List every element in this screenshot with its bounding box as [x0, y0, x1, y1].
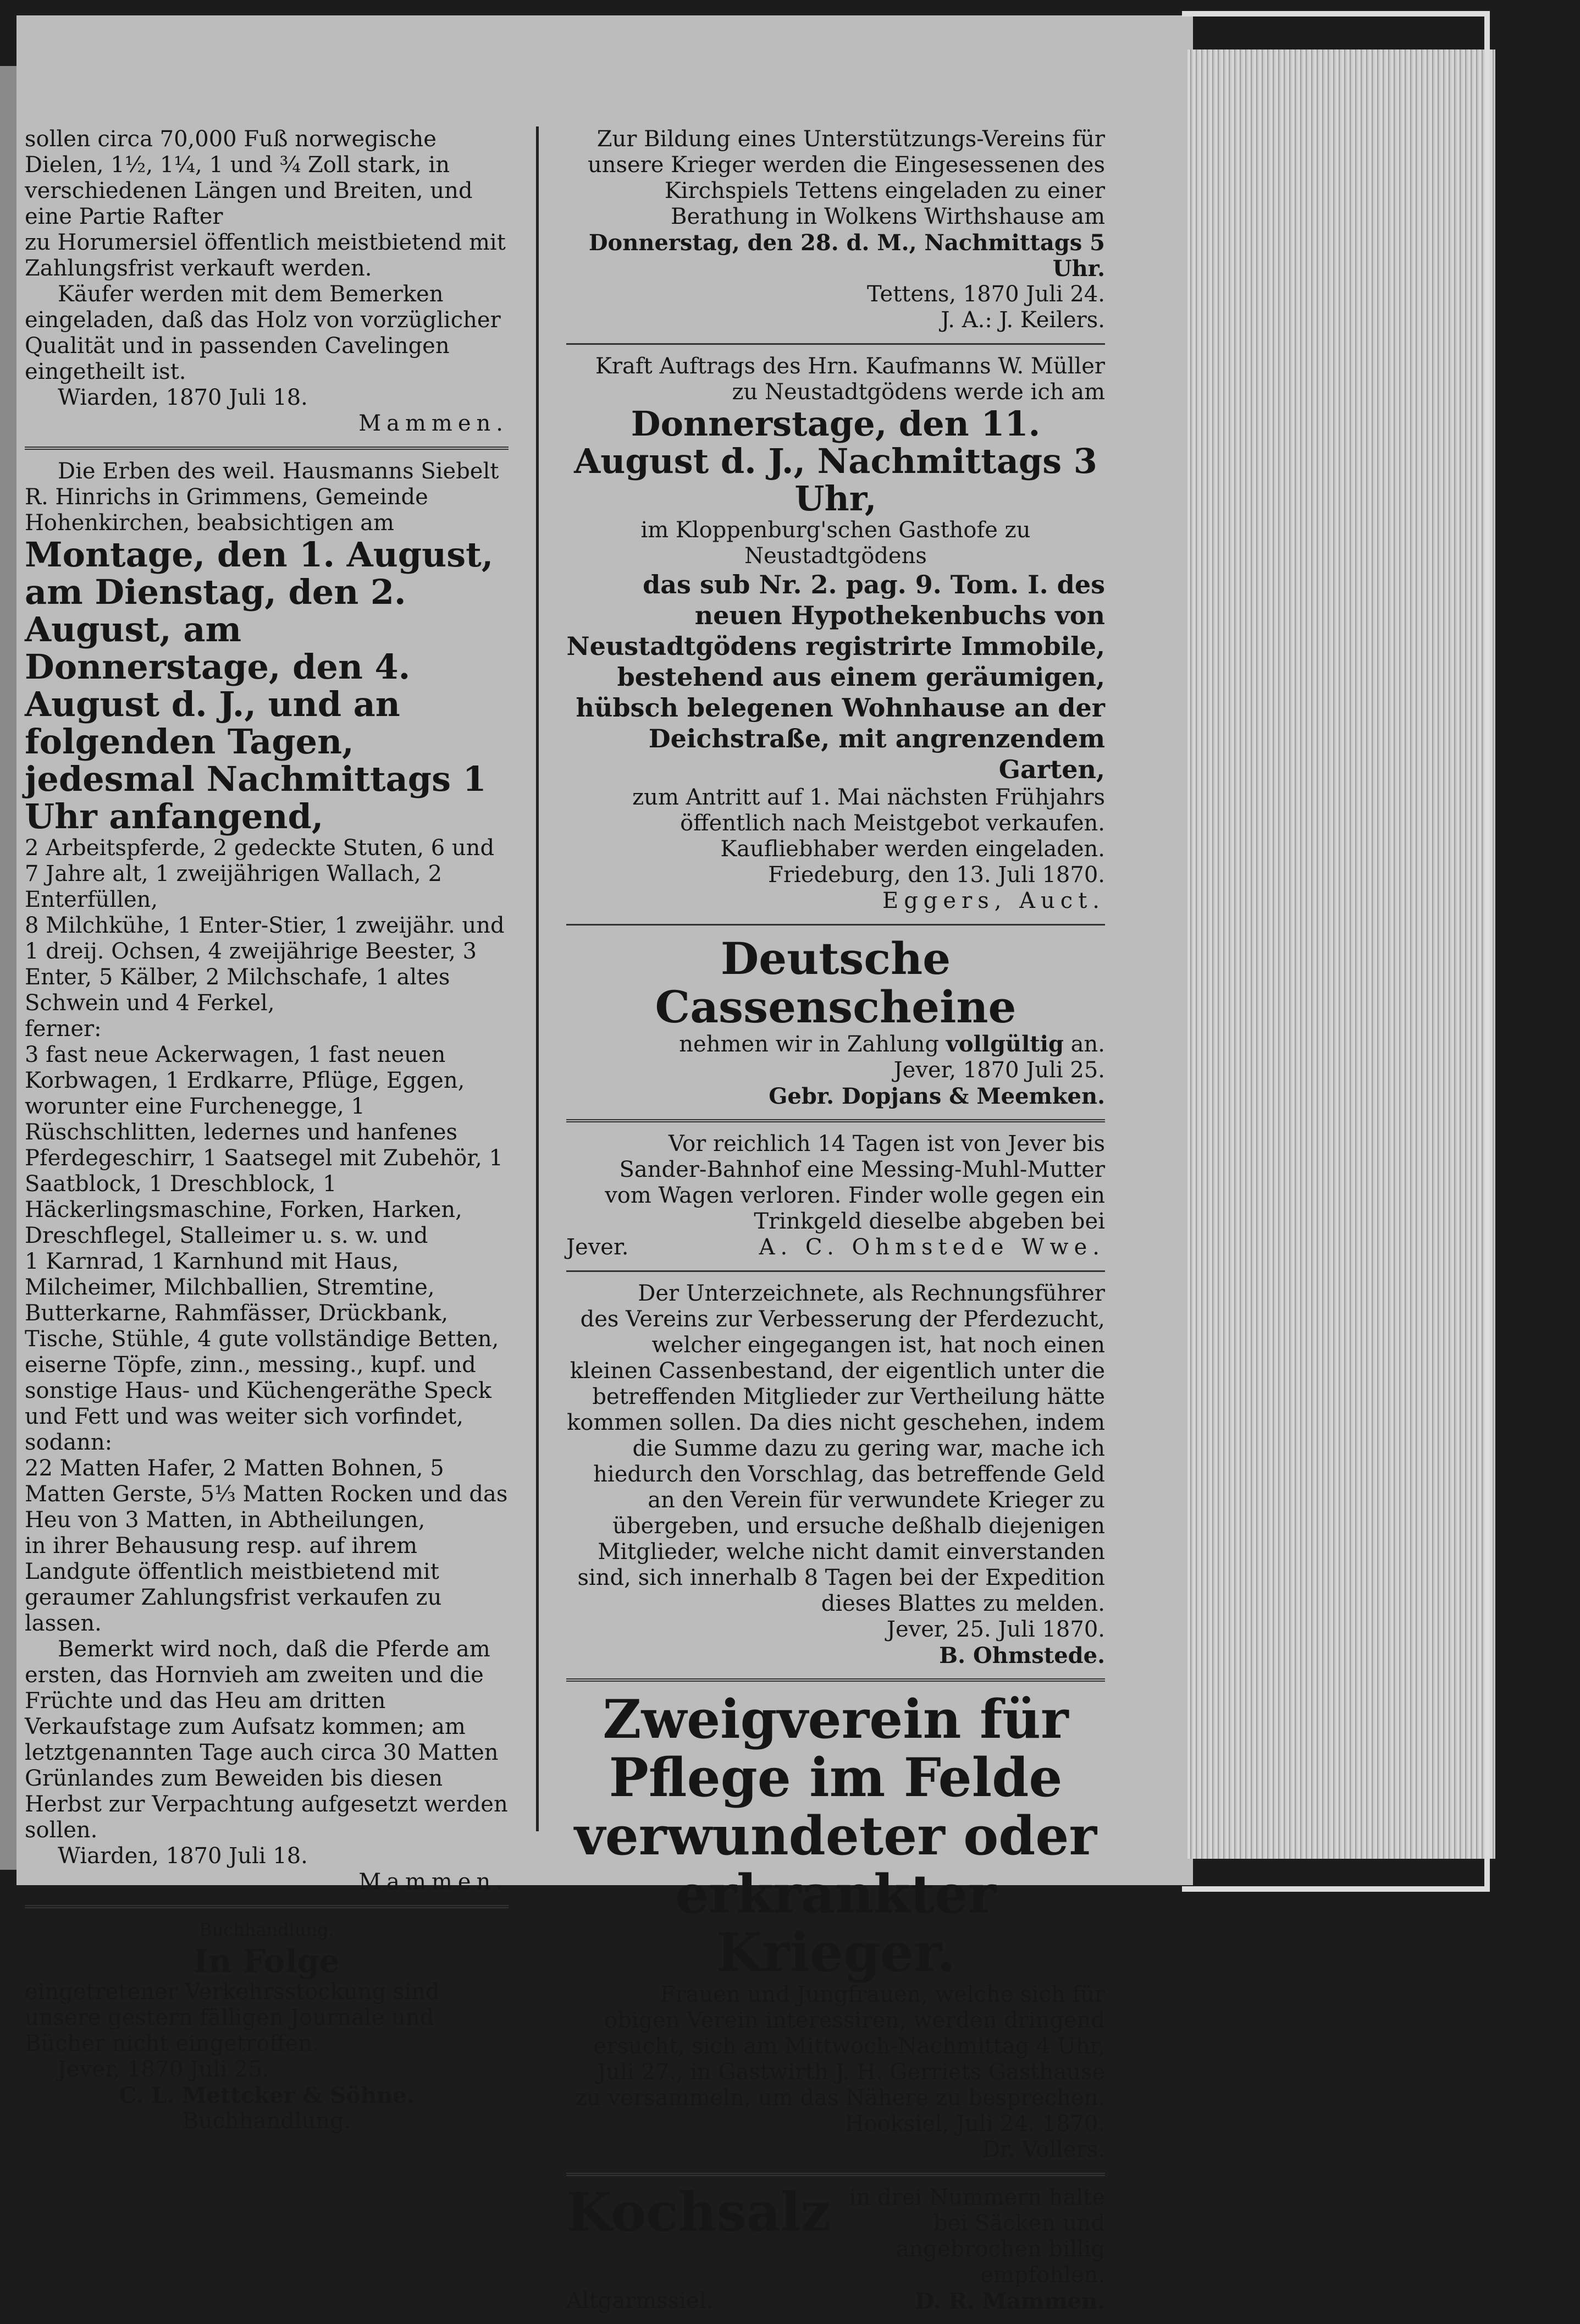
item-list: ferner:: [25, 1016, 102, 1042]
book-cover: [1182, 11, 1490, 1892]
ad-heading: In Folge: [194, 1942, 340, 1980]
support-association-ad: [566, 126, 1105, 333]
divider: [566, 1270, 1105, 1272]
auction-place: im Kloppenburg'schen Gasthofe zu Neustadtgödens: [640, 517, 1031, 569]
signature: Mammen.: [358, 411, 509, 436]
ad-text: an.: [1070, 1032, 1105, 1057]
ad-text: nehmen wir in Zahlung: [679, 1032, 940, 1057]
signature: Eggers, Auct.: [882, 888, 1105, 913]
signature: Dr. Vollers.: [982, 2137, 1105, 2162]
ad-text: Der Unterzeichnete, als Rechnungsführer des Vereins zur Verbesserung der Pferdezucht, welcher eingegangen ist, hat noch einen kleinen Cassenbestand, der eigentlich unter die betreffenden Mitglieder zur Vertheilung hätte kommen sollen. Da dies nicht geschehen, indem die Summe dazu zu gering war, mache ich hiedurch den Vorschlag, das betreffende Geld an den Verein für verwundete Krieger zu übergeben, und ersuche deßhalb diejenigen Mitglieder, welche nicht damit einverstanden sind, sich innerhalb 8 Tagen bei der Expedition dieses Blattes zu melden.: [567, 1281, 1105, 1616]
ad-text: Kaufliebhaber werden eingeladen.: [720, 836, 1105, 862]
ad-headline: Kochsalz: [566, 2181, 831, 2243]
item-list: 22 Matten Hafer, 2 Matten Bohnen, 5 Matten Gerste, 5⅓ Matten Rocken und das Heu von 3 Matten, in Abtheilungen,: [25, 1456, 508, 1533]
place-date: Hooksiel, Juli 24. 1870.: [844, 2111, 1105, 2136]
meeting-date: Donnerstag, den 28. d. M., Nachmittags 5 Uhr.: [588, 230, 1105, 282]
property-auction-ad: [566, 354, 1105, 914]
right-column: [566, 126, 1105, 2324]
item-list: 3 fast neue Ackerwagen, 1 fast neuen Korbwagen, 1 Erdkarre, Pflüge, Eggen, worunter eine Furchenegge, 1 Rüschschlitten, ledernes und hanfenes Pferdegeschirr, 1 Saatsegel mit Zubehör, 1 Saatblock, 1 Dreschblock, 1 Häckerlingsmaschine, Forken, Harken, Dreschflegel, Stalleimer u. s. w. und: [25, 1042, 503, 1248]
ad-text: eingetretener Verkehrsstockung sind unsere gestern fälligen Journale und Bücher nicht eingetroffen.: [25, 1979, 440, 2056]
ad-headline: Deutsche Cassenscheine: [655, 933, 1016, 1033]
signature: D. R. Mammen.: [915, 2288, 1105, 2314]
signature-line2: Buchhandlung.: [182, 2108, 351, 2134]
ad-text: sollen circa 70,000 Fuß norwegische Dielen, 1½, 1¼, 1 und ¾ Zoll stark, in verschiedenen Längen und Breiten, und eine Partie Rafter: [25, 126, 473, 229]
place-date: Tettens, 1870 Juli 24.: [866, 282, 1105, 307]
item-list: in ihrer Behausung resp. auf ihrem Landgute öffentlich meistbietend mit geraumer Zahlungsfrist verkaufen zu lassen.: [25, 1533, 442, 1636]
place-date: Jever, 25. Juli 1870.: [886, 1617, 1105, 1642]
estate-auction-ad: [25, 459, 509, 1895]
bookshop-notice-ad: [25, 1917, 509, 2134]
wounded-soldiers-ad: [566, 1690, 1105, 2163]
divider: [566, 343, 1105, 345]
item-list: 1 Karnrad, 1 Karnhund mit Haus, Milcheimer, Milchballien, Stremtine, Butterkarne, Rahmfässer, Drückbank, Tische, Stühle, 4 gute vollständige Betten, eiserne Töpfe, zinn., messing., kupf. und sonstige Haus- und Küchengeräthe Speck und Fett und was weiter sich vorfindet,: [25, 1249, 499, 1429]
property-description: das sub Nr. 2. pag. 9. Tom. I. des neuen Hypothekenbuchs von Neustadtgödens registrirte Immobile, bestehend aus einem geräumigen, hübsch belegenen Wohnhause an der Deichstraße, mit angrenzendem Garten,: [566, 570, 1105, 784]
place-date: Friedeburg, den 13. Juli 1870.: [768, 862, 1105, 888]
ad-text: in drei Nummern halte bei Säcken und angebrochen billig empfohlen.: [849, 2185, 1105, 2288]
signature: J. A.: J. Keilers.: [941, 307, 1105, 333]
ad-headline: Zweigverein für Pflege im Felde verwundeter oder erkrankter Krieger.: [574, 1688, 1097, 1984]
timber-sale-ad: [25, 126, 509, 437]
salt-ad: [566, 2181, 1105, 2314]
ad-intro: Die Erben des weil. Hausmanns Siebelt R. Hinrichs in Grimmens, Gemeinde Hohenkirchen, beabsichtigen am: [25, 459, 499, 536]
place-date: Jever, 1870 Juli 25.: [893, 1058, 1105, 1083]
divider: [566, 1678, 1105, 1682]
ad-text: Zur Bildung eines Unterstützungs-Vereins für unsere Krieger werden die Eingesessenen des Kirchspiels Tettens eingeladen zu einer Berathung in Wolkens Wirthshause am: [587, 126, 1105, 229]
signature: Gebr. Dopjans & Meemken.: [769, 1083, 1105, 1109]
place-date: Wiarden, 1870 Juli 18.: [58, 385, 308, 410]
auction-dates: Montage, den 1. August, am Dienstag, den 2. August, am Donnerstage, den 4. August d. J., und an folgenden Tagen, jedesmal Nachmittags 1 Uhr anfangend,: [25, 535, 494, 836]
auction-date: Donnerstage, den 11. August d. J., Nachmittags 3 Uhr,: [574, 404, 1097, 519]
ad-intro: Kraft Auftrags des Hrn. Kaufmanns W. Müller zu Neustadtgödens werde ich am: [595, 354, 1105, 405]
ad-text: Vor reichlich 14 Tagen ist von Jever bis Sander-Bahnhof eine Messing-Muhl-Mutter vom Wagen verloren. Finder wolle gegen ein Trinkgeld dieselbe abgeben bei: [605, 1131, 1105, 1234]
left-column: [25, 126, 509, 2144]
item-list: Bemerkt wird noch, daß die Pferde am ersten, das Hornvieh am zweiten und die Früchte und das Heu am dritten Verkaufstage zum Aufsatz kommen; am letztgenannten Tage auch circa 30 Matten Grünlandes zum Beweiden bis diesen Herbst zur Verpachtung aufgesetzt werden sollen.: [25, 1637, 508, 1843]
place-date: Jever, 1870 Juli 25.: [58, 2057, 269, 2082]
ad-text-bold: vollgültig: [946, 1031, 1064, 1057]
ad-text: zum Antritt auf 1. Mai nächsten Frühjahrs öffentlich nach Meistgebot verkaufen.: [632, 785, 1105, 836]
divider: [566, 2173, 1105, 2176]
column-divider: [536, 126, 539, 1831]
lost-item-ad: [566, 1131, 1105, 1260]
ad-kicker: Buchhandlung.: [199, 1919, 334, 1940]
currency-notes-ad: [566, 934, 1105, 1109]
divider: [566, 924, 1105, 926]
signature: C. L. Mettcker & Söhne.: [119, 2083, 415, 2108]
ad-text: zu Horumersiel öffentlich meistbietend mit Zahlungsfrist verkauft werden.: [25, 230, 506, 281]
horse-breeding-fund-ad: [566, 1281, 1105, 1668]
item-list: sodann:: [25, 1430, 113, 1455]
divider: [566, 1119, 1105, 1122]
signature: A. C. Ohmstede Wwe.: [759, 1235, 1105, 1260]
divider: [25, 1905, 509, 1908]
place: Jever.: [566, 1235, 629, 1260]
item-list: 2 Arbeitspferde, 2 gedeckte Stuten, 6 und 7 Jahre alt, 1 zweijährigen Wallach, 2 Enterfüllen,: [25, 835, 495, 912]
ad-text: Käufer werden mit dem Bemerken eingeladen, daß das Holz von vorzüglicher Qualität und in passenden Cavelingen eingetheilt ist.: [25, 282, 501, 384]
ad-text: Frauen und Jungfrauen, welche sich für obigen Verein interessiren, werden dringend ersucht, sich am Mittwoch-Nachmittag 4 Uhr, Juli 27., in Gastwirth J. H. Gerriets Gasthause zu versammeln, um das Nähere zu besprechen.: [575, 1982, 1105, 2111]
signature: Mammen.: [358, 1869, 509, 1895]
signature: B. Ohmstede.: [939, 1643, 1105, 1668]
divider: [25, 447, 509, 450]
place: Altgarmssiel.: [566, 2288, 714, 2314]
place-date: Wiarden, 1870 Juli 18.: [58, 1843, 308, 1869]
item-list: 8 Milchkühe, 1 Enter-Stier, 1 zweijähr. und 1 dreij. Ochsen, 4 zweijährige Beester, 3 Enter, 5 Kälber, 2 Milchschafe, 1 altes Schwein und 4 Ferkel,: [25, 913, 505, 1016]
